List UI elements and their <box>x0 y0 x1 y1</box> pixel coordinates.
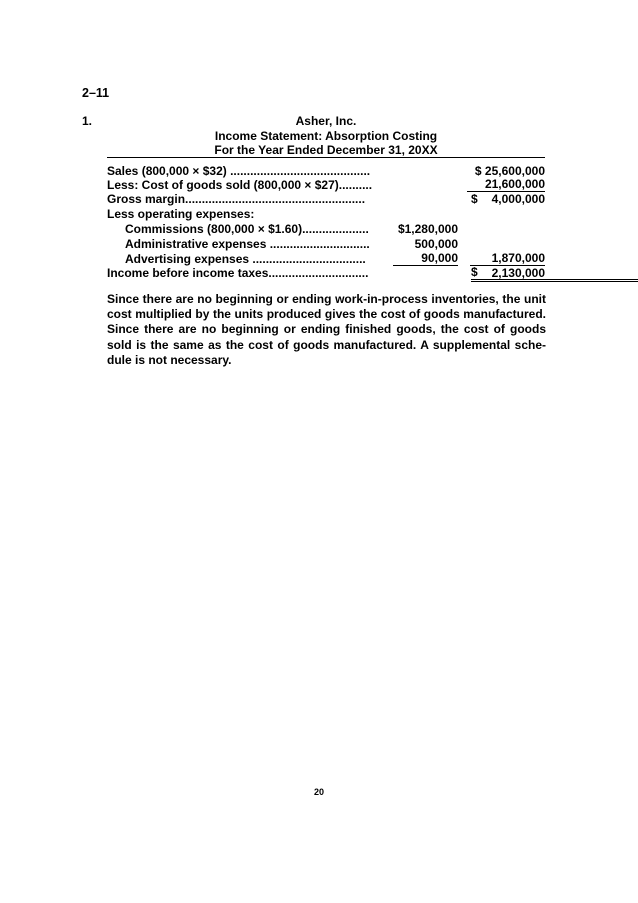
advertising-row <box>107 252 545 267</box>
part-number: 1. <box>82 114 93 128</box>
commissions-row <box>107 222 545 237</box>
gross-margin-label: Gross margin...................................................... <box>107 192 366 206</box>
advertising-amount: 90,000 <box>393 252 458 266</box>
income-row <box>107 266 545 281</box>
commissions-label: Commissions (800,000 × $1.60).................... <box>125 222 369 236</box>
admin-amount: 500,000 <box>414 237 458 251</box>
problem-number: 2–11 <box>82 86 110 100</box>
page-number: 20 <box>313 787 324 797</box>
gross-margin-amount: 4,000,000 <box>491 192 545 206</box>
sales-row <box>107 164 545 179</box>
income-dollar-sign: $ <box>471 266 638 282</box>
statement-period: For the Year Ended December 31, 20XX <box>214 143 438 157</box>
company-name: Asher, Inc. <box>295 114 357 128</box>
cogs-row <box>107 178 545 193</box>
explanation-paragraph: Since there are no beginning or ending work-in-process inventories, the unit cost multiplied by the units produced gives the cost of goods manufactured. Since there are no beginning or ending finished goods, the cost of goods sold is the same as the cost of goods manufactured. A supplemental sche-dule is not necessary. <box>107 292 546 367</box>
advertising-label: Advertising expenses .................................. <box>125 252 366 266</box>
opex-heading-label: Less operating expenses: <box>107 207 255 221</box>
opex-total-amount: 1,870,000 <box>470 252 545 266</box>
header-rule <box>107 157 545 158</box>
income-label: Income before income taxes.............................. <box>107 266 369 280</box>
gross-margin-row <box>107 192 545 207</box>
opex-heading-row <box>107 207 545 222</box>
admin-row <box>107 237 545 252</box>
gross-margin-dollar-sign: $ <box>471 192 478 206</box>
income-amount: 2,130,000 <box>491 266 545 280</box>
admin-label: Administrative expenses .............................. <box>125 237 370 251</box>
cogs-label: Less: Cost of goods sold (800,000 × $27).......... <box>107 178 373 192</box>
cogs-amount: 21,600,000 <box>467 178 545 192</box>
sales-amount: $ 25,600,000 <box>474 164 545 178</box>
commissions-amount: $1,280,000 <box>397 222 458 236</box>
statement-title: Income Statement: Absorption Costing <box>214 129 438 143</box>
sales-label: Sales (800,000 × $32) .......................................... <box>107 164 371 178</box>
